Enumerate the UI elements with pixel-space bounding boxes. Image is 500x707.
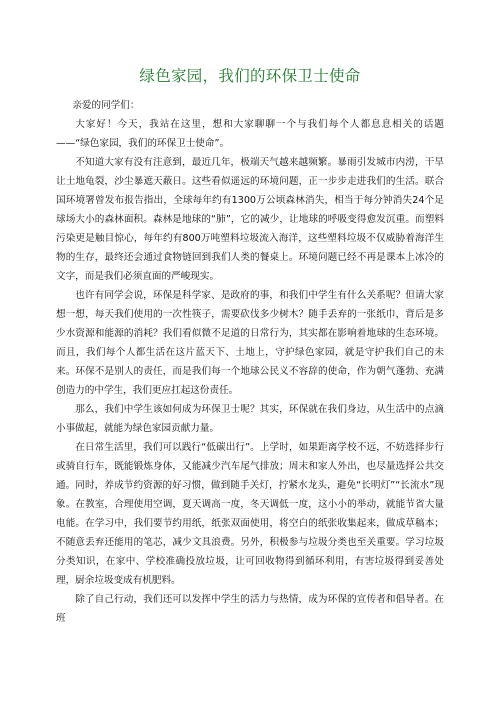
document-body — [56, 96, 444, 628]
paragraph-2: 不知道大家有没有注意到，最近几年，极端天气越来越频繁。暴雨引发城市内涝，干旱让土地龟裂，沙尘暴遮天蔽日。这些看似遥远的环境问题，正一步步走进我们的生活。联合国环境署曾发布报告指出，全球每年约有1300万公顷森林消失，相当于每分钟消失24个足球场大小的森林面积。森林是地球的“肺”，它的减少，让地球的呼吸变得愈发沉重。而塑料污染更是触目惊心，每年约有800万吨塑料垃圾流入海洋，这些塑料垃圾不仅威胁着海洋生物的生存，最终还会通过食物链回到我们人类的餐桌上。环境问题已经不再是课本上冰冷的文字，而是我们必须直面的严峻现实。 — [56, 157, 444, 282]
paragraph-1: 大家好！今天，我站在这里，想和大家聊聊一个与我们每个人都息息相关的话题——“绿色家园，我们的环保卫士使命”。 — [56, 119, 444, 149]
page-title: 绿色家园，我们的环保卫士使命 — [139, 67, 361, 85]
paragraph-3: 也许有同学会说，环保是科学家、是政府的事，和我们中学生有什么关系呢？但请大家想一想，每天我们使用的一次性筷子，需要砍伐多少树木？随手丢弃的一张纸巾，背后是多少水资源和能源的消耗？我们看似微不足道的日常行为，其实都在影响着地球的生态环境。而且，我们每个人都生活在这片蓝天下、土地上，守护绿色家园，就是守护我们自己的未来。环保不是别人的责任，而是我们每一个地球公民义不容辞的使命，作为朝气蓬勃、充满创造力的中学生，我们更应扛起这份责任。 — [56, 290, 444, 396]
greeting: 亲爱的同学们： — [72, 100, 140, 111]
paragraph-5: 在日常生活里，我们可以践行“低碳出行”。上学时，如果距离学校不远，不妨选择步行或骑自行车，既能锻炼身体，又能减少汽车尾气排放；周末和家人外出，也尽量选择公共交通。同时，养成节约资源的好习惯，做到随手关灯，拧紧水龙头，避免“长明灯”“长流水”现象。在教室，合理使用空调，夏天调高一度，冬天调低一度，这小小的举动，就能节省大量电能。在学习中，我们要节约用纸，纸张双面使用，将空白的纸张收集起来，做成草稿本；不随意丢弃还能用的笔芯，减少文具浪费。另外，积极参与垃圾分类也至关重要。学习垃圾分类知识，在家中、学校准确投放垃圾，让可回收物得到循环利用，有害垃圾得到妥善处理，厨余垃圾变成有机肥料。 — [56, 442, 444, 586]
paragraph-6: 除了自己行动，我们还可以发挥中学生的活力与热情，成为环保的宣传者和倡导者。在班 — [56, 594, 444, 624]
paragraph-4: 那么，我们中学生该如何成为环保卫士呢？其实，环保就在我们身边，从生活中的点滴小事做起，就能为绿色家园贡献力量。 — [56, 404, 444, 434]
